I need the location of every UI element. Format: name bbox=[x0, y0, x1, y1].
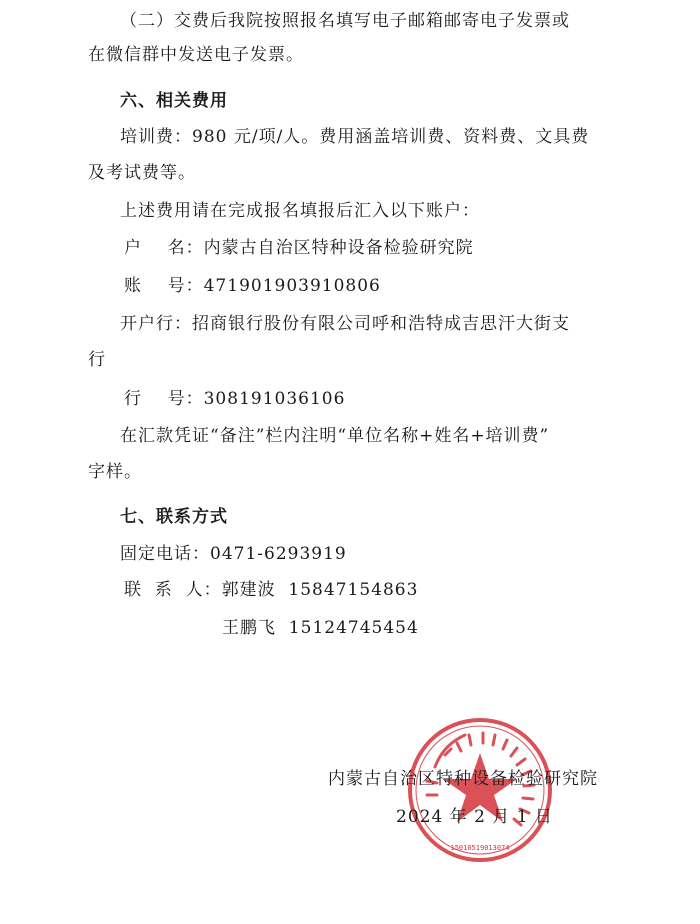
section6-heading: 六、相关费用 bbox=[120, 91, 228, 111]
signature-date: 2024 年 2 月 1 日 bbox=[396, 807, 553, 827]
payment-note-line1: （二）交费后我院按照报名填写电子邮箱邮寄电子发票或 bbox=[120, 11, 570, 31]
account-name: 户 名：内蒙古自治区特种设备检验研究院 bbox=[124, 238, 474, 258]
section7-heading: 七、联系方式 bbox=[120, 507, 228, 527]
fee-line2: 及考试费等。 bbox=[88, 163, 196, 183]
account-number: 账 号：471901903910806 bbox=[124, 276, 381, 296]
bank-line1: 开户行：招商银行股份有限公司呼和浩特成吉思汗大街支 bbox=[120, 314, 570, 334]
payment-note-line2: 在微信群中发送电子发票。 bbox=[88, 45, 304, 65]
contact-phone: 固定电话：0471-6293919 bbox=[120, 544, 347, 564]
official-seal bbox=[405, 715, 555, 865]
seal-graphics bbox=[410, 720, 550, 860]
remit-intro: 上述费用请在完成报名填报后汇入以下账户： bbox=[120, 201, 480, 221]
contact-person-1: 联 系 人：郭建波 15847154863 bbox=[124, 580, 419, 600]
bank-code: 行 号：308191036106 bbox=[124, 389, 346, 409]
remark-line1: 在汇款凭证“备注”栏内注明“单位名称+姓名+培训费” bbox=[120, 426, 550, 446]
seal-bottom-digits: 15010519013074 bbox=[450, 844, 510, 852]
contact-person-2: 王鹏飞 15124745454 bbox=[222, 618, 419, 638]
remark-line2: 字样。 bbox=[88, 462, 142, 482]
fee-line1: 培训费：980 元/项/人。费用涵盖培训费、资料费、文具费 bbox=[120, 127, 590, 147]
bank-line2: 行 bbox=[88, 350, 106, 370]
signature-org: 内蒙古自治区特种设备检验研究院 bbox=[328, 769, 598, 789]
